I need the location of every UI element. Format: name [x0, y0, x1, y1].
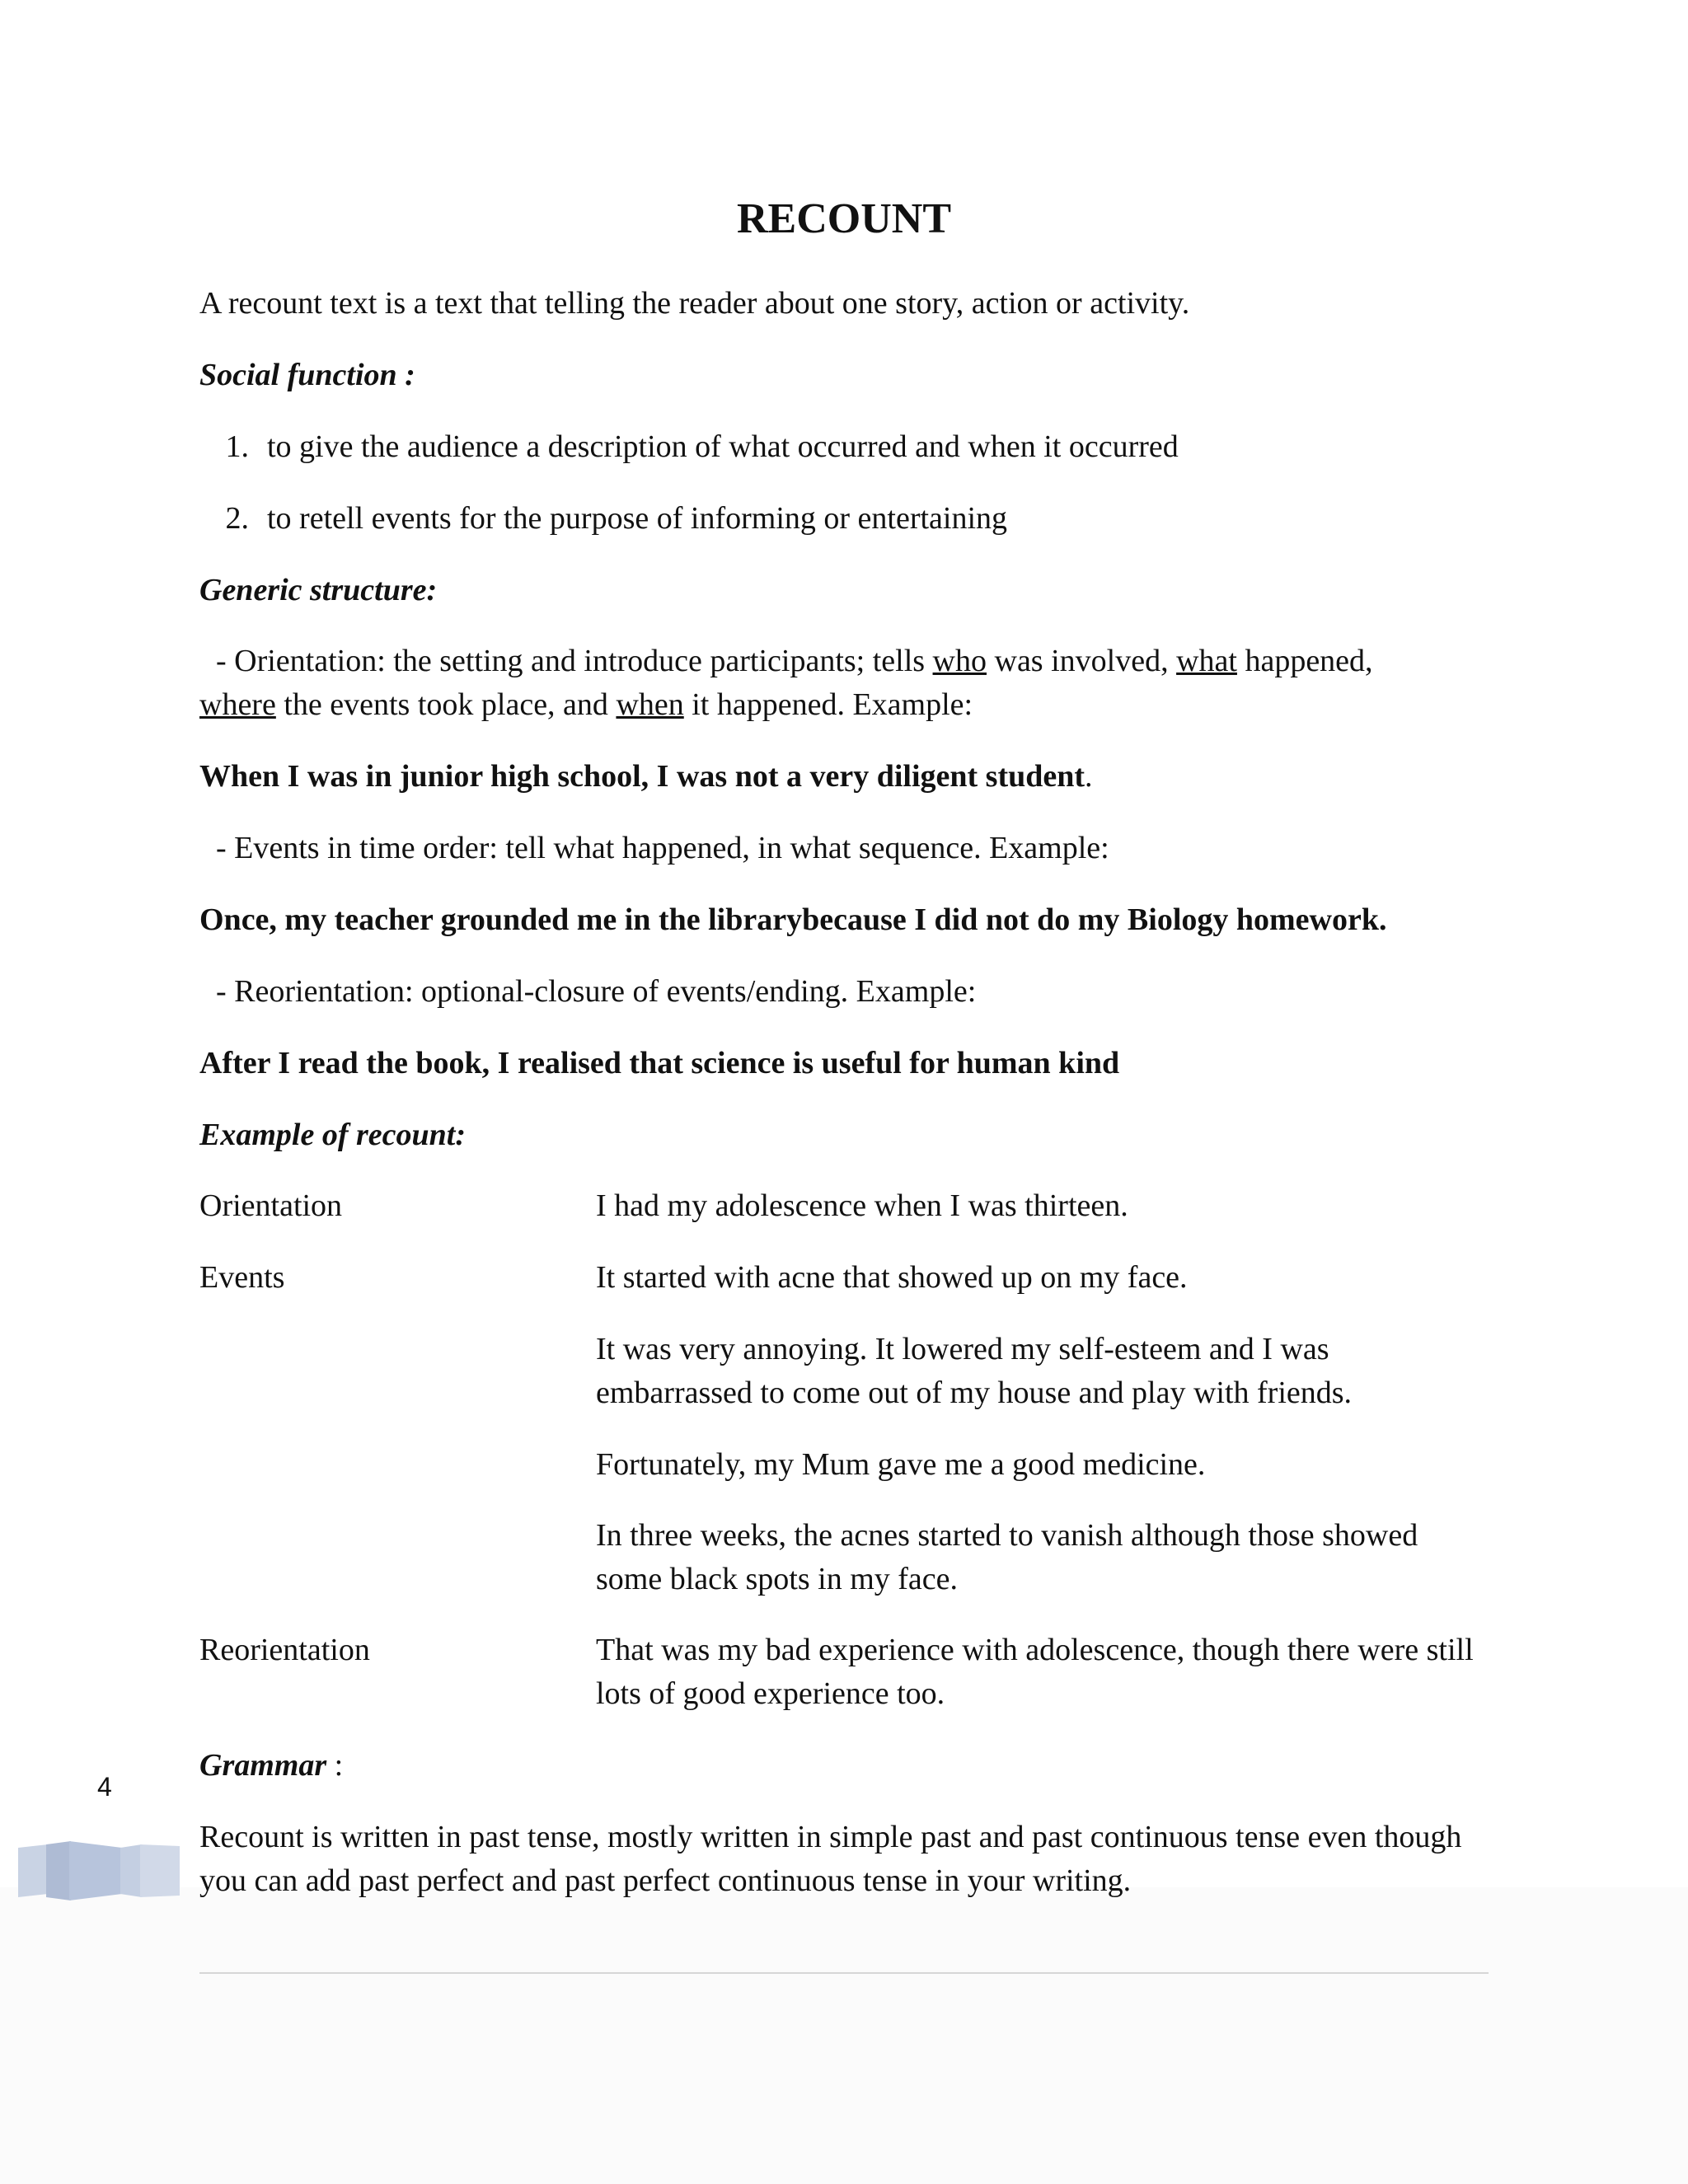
events-text-1: It started with acne that showed up on my face.	[596, 1260, 1188, 1295]
events-description: - Events in time order: tell what happened, in what sequence. Example:	[216, 831, 1109, 865]
events-example: Once, my teacher grounded me in the librarybecause I did not do my Biology homework.	[199, 902, 1387, 937]
example-text: When I was in junior high school, I was not a very diligent student	[199, 759, 1085, 794]
events-text-3: Fortunately, my Mum gave me a good medicine.	[596, 1447, 1206, 1482]
footer-divider	[199, 1972, 1489, 1974]
intro-paragraph: A recount text is a text that telling the reader about one story, action or activity.	[199, 286, 1190, 321]
reorientation-description: - Reorientation: optional-closure of events/ending. Example:	[216, 974, 977, 1009]
generic-structure-heading: Generic structure:	[199, 573, 438, 607]
orientation-label: Orientation	[199, 1188, 343, 1223]
underlined-word: when	[616, 687, 684, 722]
page-bottom-shade	[0, 1887, 1688, 2184]
footer-ribbon-graphic	[18, 1840, 183, 1902]
orientation-example	[199, 755, 1485, 799]
social-function-heading: Social function :	[199, 358, 415, 392]
underlined-word: where	[199, 687, 276, 722]
list-item-text: to retell events for the purpose of informing or entertaining	[267, 501, 1008, 536]
page-number: 4	[97, 1772, 112, 1802]
reorientation-example: After I read the book, I realised that science is useful for human kind	[199, 1046, 1120, 1080]
reorientation-label: Reorientation	[199, 1633, 370, 1667]
orientation-description-line-2	[199, 683, 1485, 727]
orientation-text: I had my adolescence when I was thirteen.	[596, 1188, 1128, 1223]
reorientation-text: That was my bad experience with adolescence, though there were still lots of good experience too.	[596, 1633, 1474, 1711]
social-function-item-1	[199, 425, 1485, 469]
text-segment: :	[326, 1748, 344, 1783]
text-segment: happened,	[1236, 644, 1373, 678]
text-segment: the events took place, and	[275, 687, 617, 722]
events-label: Events	[199, 1260, 285, 1295]
list-item-text: to give the audience a description of what occurred and when it occurred	[267, 429, 1179, 464]
example-recount-heading: Example of recount:	[199, 1118, 466, 1152]
list-number: 1.	[225, 429, 249, 464]
orientation-description-line-1	[216, 640, 1502, 683]
grammar-text: Recount is written in past tense, mostly written in simple past and past continuous tense even though you can add past perfect and past perfect continuous tense in your writing.	[199, 1820, 1462, 1898]
list-number: 2.	[225, 501, 249, 536]
grammar-heading-text: Grammar	[199, 1748, 327, 1783]
text-segment: was involved,	[987, 644, 1177, 678]
grammar-heading	[199, 1744, 1485, 1788]
events-text-4: In three weeks, the acnes started to vanish although those showed some black spots in my face.	[596, 1518, 1418, 1596]
text-segment: it happened. Example:	[683, 687, 973, 722]
underlined-word: what	[1176, 644, 1237, 678]
page-title: RECOUNT	[736, 195, 952, 242]
text-segment: .	[1085, 759, 1093, 794]
underlined-word: who	[932, 644, 987, 678]
text-segment: - Orientation: the setting and introduce participants; tells	[216, 644, 933, 678]
events-text-2: It was very annoying. It lowered my self-esteem and I was embarrassed to come out of my house and play with friends.	[596, 1332, 1353, 1410]
social-function-item-2	[199, 497, 1485, 541]
